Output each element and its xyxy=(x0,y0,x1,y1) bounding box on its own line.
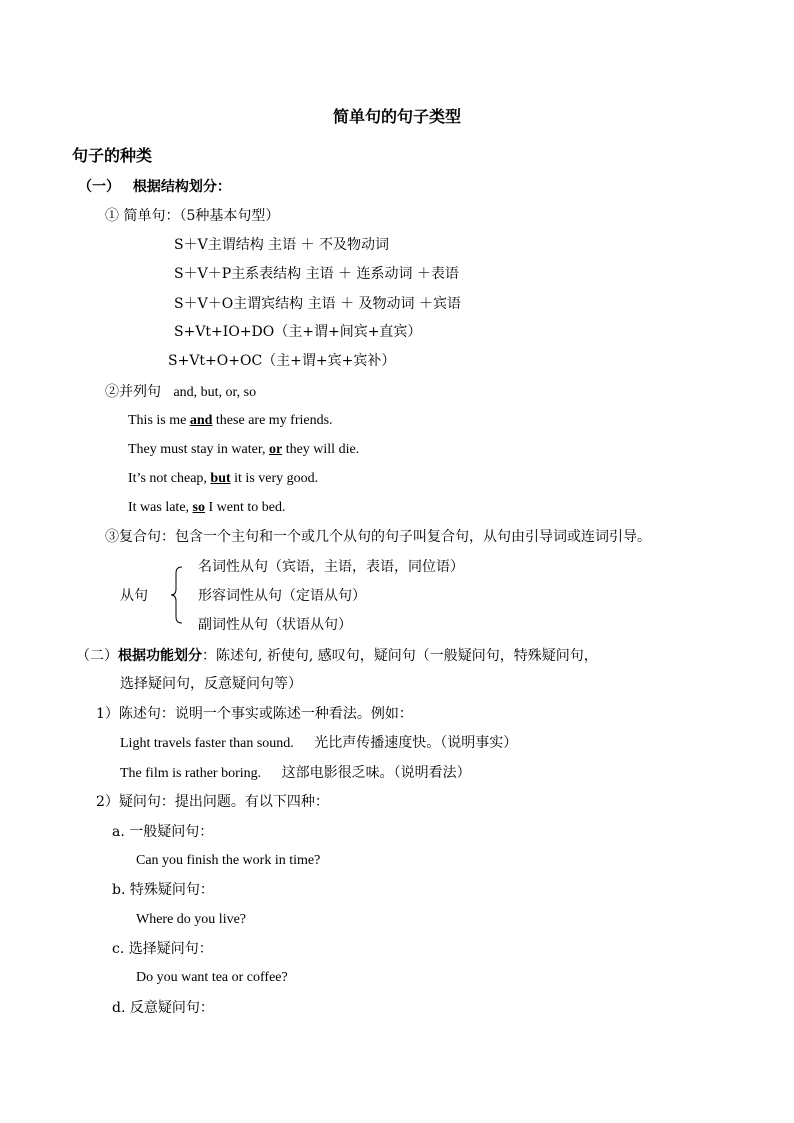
clause-type-noun: 名词性从句（宾语，主语，表语，同位语） xyxy=(198,559,464,575)
conjunction-keyword: so xyxy=(192,500,205,515)
example-chinese: 光比声传播速度快。（说明事实） xyxy=(314,735,518,751)
question-type-special: b. 特殊疑问句： xyxy=(112,882,214,898)
declarative-example xyxy=(120,763,471,784)
example-text: I went to bed. xyxy=(204,500,286,515)
page-title: 简单句的句子类型 xyxy=(332,107,461,126)
pattern-svioddo: S+Vt+IO+DO（主+谓+间宾+直宾） xyxy=(174,324,422,340)
section-heading: 句子的种类 xyxy=(72,146,153,165)
example-text: these are my friends. xyxy=(212,413,333,428)
clause-label: 从句 xyxy=(120,588,148,604)
example-text: They must stay in water, xyxy=(128,442,269,457)
pattern-svo: S＋V＋O主谓宾结构 主语 ＋ 及物动词 ＋宾语 xyxy=(174,296,461,312)
declarative-label: 1）陈述句：说明一个事实或陈述一种看法。例如： xyxy=(96,706,413,722)
conjunction-keyword: but xyxy=(210,471,231,486)
example-text: it is very good. xyxy=(230,471,319,486)
section1-label: 根据结构划分： xyxy=(132,179,231,195)
simple-sentence-label: ① 简单句：（5种基本句型） xyxy=(105,208,280,224)
section2-text-continued: 选择疑问句，反意疑问句等） xyxy=(120,676,302,692)
example-english: Light travels faster than sound. xyxy=(120,736,294,751)
conjunction-keyword: and xyxy=(189,413,213,428)
interrogative-label: 2）疑问句：提出问题。有以下四种： xyxy=(96,794,329,810)
example-text: It’s not cheap, xyxy=(128,471,211,486)
section1-heading xyxy=(78,177,231,197)
section2-text: ：陈述句, 祈使句, 感叹句，疑问句（一般疑问句，特殊疑问句， xyxy=(202,648,598,664)
conjunction-keyword: or xyxy=(268,442,283,457)
question-type-yes-no: a. 一般疑问句： xyxy=(112,824,214,840)
pattern-svooc: S+Vt+O+OC（主+谓+宾+宾补） xyxy=(168,353,396,369)
compound-example xyxy=(128,411,333,431)
question-example: Do you want tea or coffee? xyxy=(136,970,288,985)
example-text: This is me xyxy=(128,413,190,428)
question-type-alternative: c. 选择疑问句： xyxy=(112,941,213,957)
section1-number: （一） xyxy=(78,179,120,195)
section2-heading xyxy=(76,646,598,666)
example-text: It was late, xyxy=(128,500,193,515)
brace-icon xyxy=(170,565,186,625)
section2-label: 根据功能划分 xyxy=(118,648,202,664)
question-example: Can you finish the work in time? xyxy=(136,853,321,868)
compound-example xyxy=(128,498,285,518)
question-type-tag: d. 反意疑问句： xyxy=(112,1000,214,1016)
pattern-svp: S＋V＋P主系表结构 主语 ＋ 连系动词 ＋表语 xyxy=(174,266,459,282)
compound-example xyxy=(128,469,318,489)
example-chinese: 这部电影很乏味。（说明看法） xyxy=(281,765,471,781)
complex-sentence-definition: ③复合句：包含一个主句和一个或几个从句的句子叫复合句，从句由引导词或连词引导。 xyxy=(105,529,651,545)
conjunction-list: and, but, or, so xyxy=(173,385,257,400)
pattern-sv: S＋V主谓结构 主语 ＋ 不及物动词 xyxy=(174,237,390,253)
question-example: Where do you live? xyxy=(136,912,247,927)
compound-example xyxy=(128,440,359,460)
clause-type-adjective: 形容词性从句（定语从句） xyxy=(198,588,366,604)
clause-type-adverb: 副词性从句（状语从句） xyxy=(198,617,352,633)
section2-number: （二） xyxy=(76,648,118,664)
compound-sentence-label: ②并列句 xyxy=(105,384,161,400)
example-text: they will die. xyxy=(282,442,360,457)
example-english: The film is rather boring. xyxy=(120,766,262,781)
compound-sentence-heading xyxy=(105,382,256,403)
declarative-example xyxy=(120,733,517,754)
